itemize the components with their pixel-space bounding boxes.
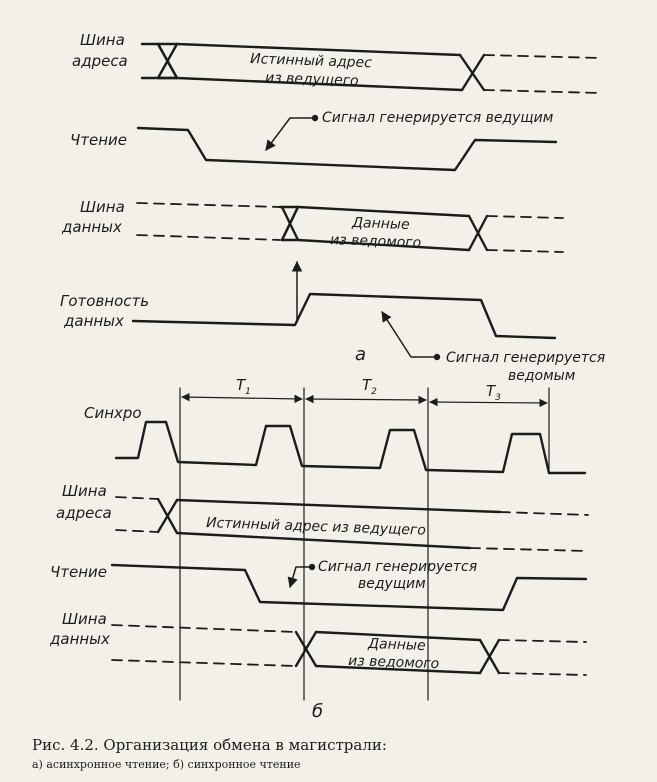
a-ready-label-1: Готовность: [60, 292, 150, 310]
a-slave-note-2: ведомым: [508, 368, 576, 384]
b-master-note-1: Сигнал генерируется: [318, 559, 478, 575]
a-data-bus-label-2: данных: [62, 218, 122, 236]
b-master-note-arrow: [290, 567, 310, 587]
a-ready-waveform: [133, 294, 555, 338]
b-address-bus-label-2: адреса: [56, 504, 112, 522]
a-slave-note-arrow: [382, 312, 437, 357]
a-letter: а: [355, 344, 367, 365]
a-master-note: Сигнал генерируется ведущим: [322, 110, 554, 126]
b-read-label: Чтение: [50, 563, 108, 581]
b-sync-waveform: [116, 422, 585, 473]
a-data-bus-label-1: Шина: [80, 198, 125, 216]
a-ready-label-2: данных: [64, 312, 124, 330]
a-master-note-dot: [313, 116, 317, 120]
figure-caption-title: Рис. 4.2. Организация обмена в магистрали:: [32, 736, 387, 754]
b-data-bus-label-2: данных: [50, 630, 110, 648]
b-sync-label: Синхро: [84, 404, 142, 422]
a-address-bus-label-2: адреса: [72, 52, 128, 70]
a-address-content-2: из ведущего: [264, 70, 359, 90]
a-read-label: Чтение: [70, 131, 128, 149]
b-letter: б: [312, 701, 324, 722]
b-master-note-dot: [310, 565, 314, 569]
b-address-content: Истинный адрес из ведущего: [205, 515, 427, 539]
b-period-2: $T_2$: [362, 376, 377, 397]
a-read-waveform: [138, 128, 556, 170]
b-address-bus-label-1: Шина: [62, 482, 107, 500]
a-slave-note-1: Сигнал генерируется: [446, 350, 606, 366]
a-address-bus-label-1: Шина: [80, 31, 125, 49]
b-data-content-2: из ведомого: [347, 653, 440, 673]
a-slave-note-dot: [435, 355, 439, 359]
b-period-1: $T_1$: [236, 376, 251, 397]
b-data-bus-label-1: Шина: [62, 610, 107, 628]
b-master-note-2: ведущим: [358, 576, 426, 592]
b-data-content-1: Данные: [367, 636, 426, 655]
figure-caption-subtitle: а) асинхронное чтение; б) синхронное чтение: [32, 758, 301, 771]
a-address-content-1: Истинный адрес: [249, 51, 373, 72]
b-period-3: $T_3$: [486, 382, 501, 403]
a-master-note-arrow: [266, 118, 312, 150]
a-data-content-1: Данные: [351, 215, 410, 234]
a-data-content-2: из ведомого: [329, 232, 422, 252]
